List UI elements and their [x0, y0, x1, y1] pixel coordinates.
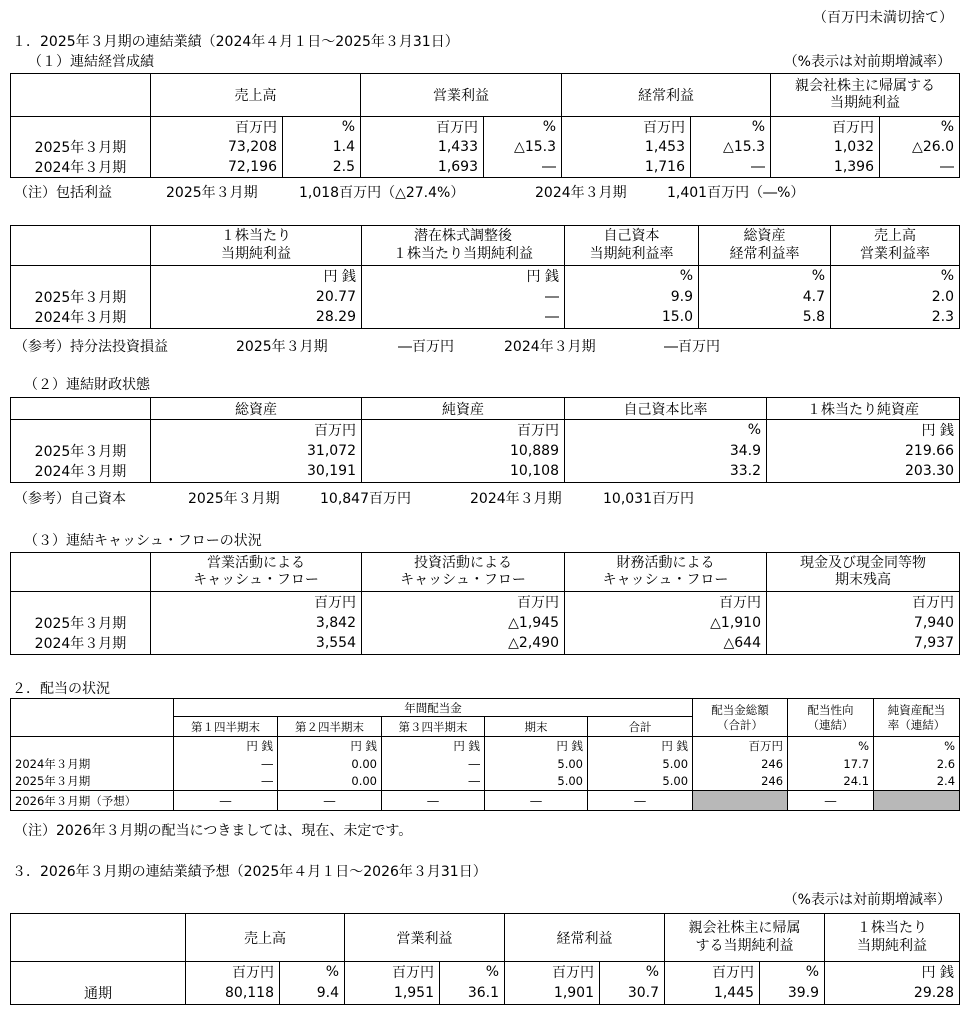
- row-label: 通期: [11, 982, 186, 1004]
- value-cell: △15.3: [691, 137, 771, 157]
- header-net-income: [771, 74, 960, 117]
- value-cell: △15.3: [484, 137, 562, 157]
- header-operating-margin: [831, 226, 960, 266]
- value-cell: ―: [588, 791, 693, 811]
- row-label: 2026年３月期（予想）: [11, 791, 174, 811]
- table-row: [11, 137, 960, 157]
- rounding-note: （百万円未満切捨て）: [813, 10, 953, 26]
- value-cell: 3,554: [151, 633, 362, 654]
- value-cell: 5.00: [485, 773, 588, 791]
- value-cell: △1,945: [362, 612, 565, 633]
- header-line: 当期純利益: [221, 245, 291, 262]
- value-cell: ―: [174, 756, 278, 773]
- table-row: [11, 756, 960, 773]
- value-cell: 4.7: [699, 286, 831, 307]
- unit-cell: 円 銭: [825, 962, 960, 983]
- unit-cell: 百万円: [665, 962, 760, 983]
- header-year-end: 期末: [485, 717, 588, 737]
- header-roe: [565, 226, 699, 266]
- header-net-income: [665, 914, 825, 962]
- unit-cell: %: [484, 117, 562, 138]
- value-cell: 9.4: [280, 982, 345, 1004]
- equity-method-value2: ―百万円: [664, 339, 720, 355]
- row-label: 2024年３月期: [11, 756, 174, 773]
- comprehensive-income-year1: 2025年３月期: [166, 185, 258, 201]
- blank-corner: [11, 226, 151, 266]
- header-line: 親会社株主に帰属: [688, 920, 801, 936]
- comprehensive-income-year2: 2024年３月期: [535, 185, 627, 201]
- operating-results-table: [10, 73, 960, 178]
- comprehensive-income-value1: 1,018百万円（△27.4%）: [299, 185, 465, 201]
- value-cell: 246: [693, 756, 788, 773]
- value-cell: 33.2: [565, 461, 767, 482]
- value-cell: ―: [691, 157, 771, 178]
- value-cell: 5.00: [588, 773, 693, 791]
- operating-results-subtitle: （１）連結経営成績: [28, 54, 154, 70]
- blank-corner: [11, 553, 151, 592]
- value-cell: 1,032: [771, 137, 880, 157]
- value-cell: △644: [565, 633, 767, 654]
- header-net-income-line1: 親会社株主に帰属する: [795, 77, 935, 94]
- value-cell: 24.1: [788, 773, 874, 791]
- header-line: 営業活動による: [207, 554, 305, 571]
- value-cell: 1,453: [562, 137, 691, 157]
- unit-corner: [11, 962, 186, 983]
- dividends-table: [10, 698, 960, 811]
- header-line: 当期純利益率: [589, 245, 674, 262]
- unit-cell: %: [831, 266, 960, 287]
- header-line: 当期純利益: [857, 937, 927, 954]
- header-line: 配当金総額: [711, 703, 769, 718]
- table-row: [11, 773, 960, 791]
- equity-note-value1: 10,847百万円: [320, 491, 411, 507]
- value-cell: ―: [382, 791, 485, 811]
- header-q3: 第３四半期末: [382, 717, 485, 737]
- header-line: 潜在株式調整後: [414, 228, 512, 244]
- value-cell: 10,889: [362, 440, 565, 461]
- unit-cell: 百万円: [562, 117, 691, 138]
- header-payout-ratio: [788, 699, 874, 737]
- value-cell: 17.7: [788, 756, 874, 773]
- equity-method-year1: 2025年３月期: [236, 339, 328, 355]
- value-cell: 3,842: [151, 612, 362, 633]
- value-cell: 7,937: [767, 633, 960, 654]
- value-cell: 2.3: [831, 307, 960, 328]
- value-cell: 30,191: [151, 461, 362, 482]
- header-line: １株当たり当期純利益: [393, 245, 533, 262]
- value-cell: 72,196: [151, 157, 283, 178]
- forecast-table: [10, 913, 960, 1005]
- unit-cell: %: [600, 962, 665, 983]
- unit-cell: %: [691, 117, 771, 138]
- header-total-dividend: [693, 699, 788, 737]
- unit-cell: %: [440, 962, 505, 983]
- comprehensive-income-value2: 1,401百万円（―%）: [667, 185, 805, 201]
- unit-cell: 円 銭: [362, 266, 565, 287]
- value-cell: 1,433: [361, 137, 484, 157]
- comprehensive-income-label: （注）包括利益: [14, 185, 112, 201]
- header-line: 経常利益率: [729, 245, 800, 262]
- unit-cell: %: [760, 962, 825, 983]
- header-line: （合計）: [717, 717, 764, 732]
- unit-cell: 百万円: [151, 592, 362, 613]
- section1-title: １．2025年３月期の連結業績（2024年４月１日～2025年３月31日）: [12, 34, 459, 50]
- value-cell: 2.5: [283, 157, 361, 178]
- value-cell: 30.7: [600, 982, 665, 1004]
- value-cell: ―: [362, 286, 565, 307]
- header-line: する当期純利益: [695, 937, 794, 954]
- row-label: 2025年３月期: [11, 612, 151, 633]
- unit-cell: 百万円: [186, 962, 280, 983]
- header-sales: 売上高: [151, 74, 361, 117]
- unit-cell: %: [788, 737, 874, 756]
- table-row: [11, 307, 960, 328]
- value-cell: 1,693: [361, 157, 484, 178]
- forecast-pct-note: （%表示は対前期増減率）: [783, 892, 951, 908]
- equity-method-value1: ―百万円: [398, 339, 454, 355]
- dividend-note: （注）2026年３月期の配当につきましては、現在、未定です。: [14, 823, 413, 839]
- equity-method-year2: 2024年３月期: [504, 339, 596, 355]
- unit-cell: 百万円: [565, 592, 767, 613]
- header-cash-end: [767, 553, 960, 592]
- value-cell: 2.4: [874, 773, 960, 791]
- unit-cell: 円 銭: [151, 266, 362, 287]
- value-cell: 7,940: [767, 612, 960, 633]
- header-q2: 第２四半期末: [278, 717, 382, 737]
- header-net-assets: 純資産: [362, 398, 565, 420]
- header-eps: [151, 226, 362, 266]
- header-line: 純資産配当: [887, 703, 946, 718]
- value-cell: 1,445: [665, 982, 760, 1004]
- blank-corner: [11, 699, 174, 737]
- header-q1: 第１四半期末: [174, 717, 278, 737]
- header-line: 営業利益率: [860, 245, 930, 262]
- header-line: キャッシュ・フロー: [602, 572, 729, 588]
- value-cell: ―: [174, 773, 278, 791]
- header-annual-dividend: 年間配当金: [174, 699, 693, 717]
- unit-cell: 円 銭: [174, 737, 278, 756]
- value-cell: 39.9: [760, 982, 825, 1004]
- value-cell: ―: [788, 791, 874, 811]
- equity-note-label: （参考）自己資本: [14, 491, 126, 507]
- value-cell: △1,910: [565, 612, 767, 633]
- financial-position-table: [10, 397, 960, 483]
- row-label: 2025年３月期: [11, 440, 151, 461]
- value-cell: 9.9: [565, 286, 699, 307]
- row-label: 2025年３月期: [11, 286, 151, 307]
- row-label: 2025年３月期: [11, 773, 174, 791]
- value-cell: 5.00: [588, 756, 693, 773]
- equity-method-label: （参考）持分法投資損益: [14, 339, 168, 355]
- header-line: 財務活動による: [616, 554, 715, 571]
- value-cell: ―: [382, 756, 485, 773]
- value-cell: 1,716: [562, 157, 691, 178]
- header-operating-income: 営業利益: [345, 914, 505, 962]
- unit-cell: 百万円: [151, 420, 362, 441]
- header-equity-ratio: 自己資本比率: [565, 398, 767, 420]
- row-label: 2024年３月期: [11, 461, 151, 482]
- value-cell: 34.9: [565, 440, 767, 461]
- unit-cell: %: [280, 962, 345, 983]
- value-cell: 203.30: [767, 461, 960, 482]
- unit-cell: 円 銭: [767, 420, 960, 441]
- shaded-cell: [874, 791, 960, 811]
- equity-note-year1: 2025年３月期: [188, 491, 280, 507]
- header-line: 投資活動による: [414, 554, 512, 571]
- value-cell: ―: [484, 157, 562, 178]
- value-cell: ―: [362, 307, 565, 328]
- header-operating-cf: [151, 553, 362, 592]
- section3-title: ３．2026年３月期の連結業績予想（2025年４月１日～2026年３月31日）: [12, 864, 487, 880]
- value-cell: 1,951: [345, 982, 440, 1004]
- value-cell: 0.00: [278, 756, 382, 773]
- shaded-cell: [693, 791, 788, 811]
- header-total: 合計: [588, 717, 693, 737]
- unit-cell: 円 銭: [278, 737, 382, 756]
- table-row: [11, 982, 960, 1004]
- header-line: 期末残高: [835, 572, 891, 588]
- value-cell: 28.29: [151, 307, 362, 328]
- header-line: 自己資本: [603, 228, 660, 244]
- unit-cell: 円 銭: [485, 737, 588, 756]
- blank-corner: [11, 398, 151, 420]
- table-row: [11, 440, 960, 461]
- value-cell: 5.8: [699, 307, 831, 328]
- unit-cell: %: [699, 266, 831, 287]
- value-cell: ―: [880, 157, 960, 178]
- row-label: 2025年３月期: [11, 137, 151, 157]
- value-cell: 1,901: [505, 982, 600, 1004]
- unit-cell: %: [880, 117, 960, 138]
- unit-cell: 円 銭: [588, 737, 693, 756]
- value-cell: 31,072: [151, 440, 362, 461]
- header-line: 現金及び現金同等物: [800, 554, 926, 571]
- unit-corner: [11, 737, 174, 756]
- cash-flow-table: [10, 552, 960, 655]
- unit-cell: 百万円: [362, 592, 565, 613]
- blank-corner: [11, 74, 151, 117]
- unit-cell: 百万円: [771, 117, 880, 138]
- unit-corner: [11, 592, 151, 613]
- header-doe: [874, 699, 960, 737]
- cash-flow-subtitle: （３）連結キャッシュ・フローの状況: [24, 533, 262, 549]
- row-label: 2024年３月期: [11, 307, 151, 328]
- value-cell: 73,208: [151, 137, 283, 157]
- header-line: 率（連結）: [887, 717, 946, 732]
- value-cell: 20.77: [151, 286, 362, 307]
- header-total-assets: 総資産: [151, 398, 362, 420]
- equity-note-value2: 10,031百万円: [603, 491, 694, 507]
- header-line: 配当性向: [807, 703, 854, 718]
- header-line: （連結）: [807, 717, 854, 732]
- value-cell: 2.6: [874, 756, 960, 773]
- value-cell: 2.0: [831, 286, 960, 307]
- header-roa: [699, 226, 831, 266]
- value-cell: △26.0: [880, 137, 960, 157]
- value-cell: 10,108: [362, 461, 565, 482]
- unit-corner: [11, 420, 151, 441]
- table-row: [11, 612, 960, 633]
- unit-cell: 百万円: [505, 962, 600, 983]
- value-cell: 219.66: [767, 440, 960, 461]
- table-row: [11, 791, 960, 811]
- pct-change-note: （%表示は対前期増減率）: [783, 54, 951, 70]
- header-line: １株当たり: [221, 228, 291, 244]
- header-investing-cf: [362, 553, 565, 592]
- table-row: [11, 633, 960, 654]
- unit-cell: 百万円: [151, 117, 283, 138]
- header-ordinary-income: 経常利益: [505, 914, 665, 962]
- value-cell: 5.00: [485, 756, 588, 773]
- blank-corner: [11, 914, 186, 962]
- unit-cell: %: [283, 117, 361, 138]
- header-ordinary-income: 経常利益: [562, 74, 771, 117]
- value-cell: 80,118: [186, 982, 280, 1004]
- row-label: 2024年３月期: [11, 633, 151, 654]
- unit-cell: %: [565, 266, 699, 287]
- header-line: １株当たり: [857, 920, 927, 936]
- header-financing-cf: [565, 553, 767, 592]
- header-diluted-eps: [362, 226, 565, 266]
- unit-cell: 百万円: [345, 962, 440, 983]
- unit-cell: 百万円: [693, 737, 788, 756]
- header-sales: 売上高: [186, 914, 345, 962]
- value-cell: 1,396: [771, 157, 880, 178]
- equity-note-year2: 2024年３月期: [470, 491, 562, 507]
- unit-cell: 百万円: [362, 420, 565, 441]
- unit-cell: 百万円: [361, 117, 484, 138]
- value-cell: 1.4: [283, 137, 361, 157]
- value-cell: 36.1: [440, 982, 505, 1004]
- value-cell: 246: [693, 773, 788, 791]
- unit-cell: %: [565, 420, 767, 441]
- value-cell: 29.28: [825, 982, 960, 1004]
- unit-corner: [11, 117, 151, 138]
- value-cell: ―: [278, 791, 382, 811]
- value-cell: 15.0: [565, 307, 699, 328]
- value-cell: ―: [174, 791, 278, 811]
- table-row: [11, 157, 960, 178]
- unit-corner: [11, 266, 151, 287]
- section2-title: ２．配当の状況: [12, 681, 110, 697]
- value-cell: ―: [382, 773, 485, 791]
- header-line: キャッシュ・フロー: [400, 572, 526, 588]
- header-line: 売上高: [874, 228, 916, 244]
- header-bps: １株当たり純資産: [767, 398, 960, 420]
- value-cell: △2,490: [362, 633, 565, 654]
- value-cell: 0.00: [278, 773, 382, 791]
- table-row: [11, 461, 960, 482]
- header-eps: [825, 914, 960, 962]
- table-row: [11, 286, 960, 307]
- header-line: キャッシュ・フロー: [193, 572, 319, 588]
- unit-cell: 百万円: [767, 592, 960, 613]
- financial-position-subtitle: （２）連結財政状態: [24, 377, 150, 393]
- header-net-income-line2: 当期純利益: [830, 95, 900, 111]
- unit-cell: 円 銭: [382, 737, 485, 756]
- header-line: 総資産: [743, 228, 786, 244]
- profitability-table: [10, 225, 960, 329]
- row-label: 2024年３月期: [11, 157, 151, 178]
- value-cell: ―: [485, 791, 588, 811]
- header-operating-income: 営業利益: [361, 74, 562, 117]
- unit-cell: %: [874, 737, 960, 756]
